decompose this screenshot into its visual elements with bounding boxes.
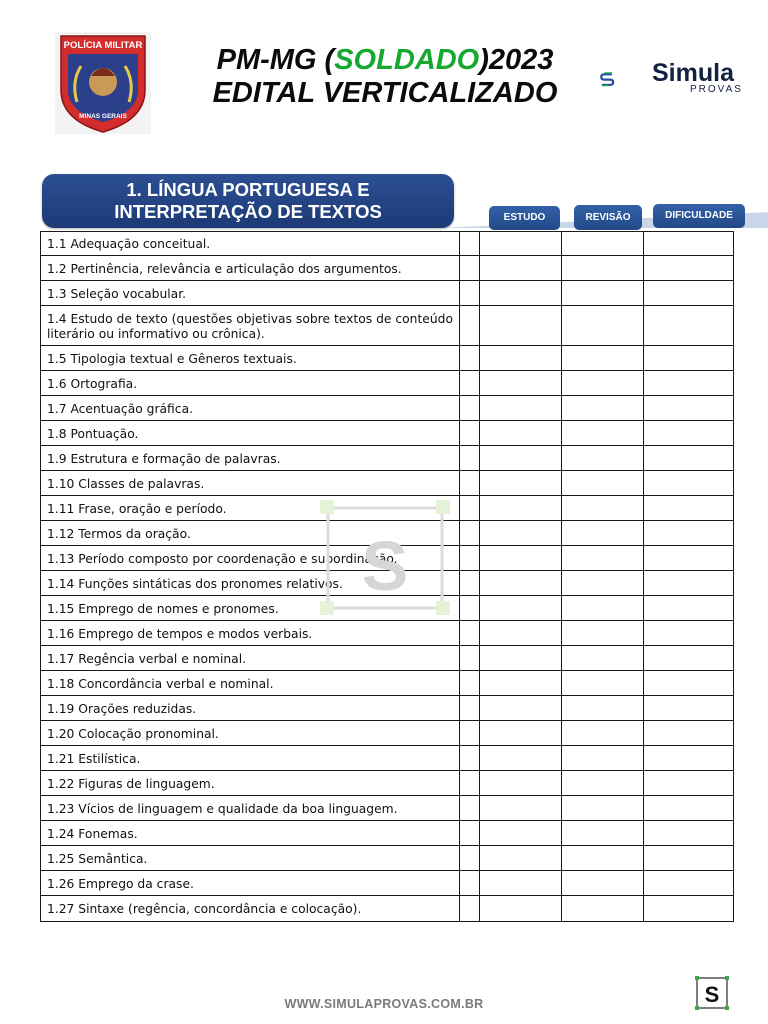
revisao-cell[interactable] — [562, 256, 644, 280]
topic-checkbox[interactable] — [460, 621, 480, 645]
revisao-cell[interactable] — [562, 371, 644, 395]
topic-text: 1.8 Pontuação. — [41, 421, 460, 445]
dificuldade-cell[interactable] — [644, 796, 733, 820]
column-header-dificuldade: DIFICULDADE — [653, 204, 745, 228]
estudo-cell[interactable] — [480, 546, 562, 570]
topic-checkbox[interactable] — [460, 346, 480, 370]
topic-checkbox[interactable] — [460, 371, 480, 395]
estudo-cell[interactable] — [480, 646, 562, 670]
svg-text:MINAS GERAIS: MINAS GERAIS — [79, 113, 127, 120]
revisao-cell[interactable] — [562, 306, 644, 345]
topic-checkbox[interactable] — [460, 256, 480, 280]
dificuldade-cell[interactable] — [644, 281, 733, 305]
estudo-cell[interactable] — [480, 796, 562, 820]
table-row — [41, 281, 733, 306]
estudo-cell[interactable] — [480, 256, 562, 280]
revisao-cell[interactable] — [562, 546, 644, 570]
column-header-revisao: REVISÃO — [574, 205, 642, 230]
title-highlight: SOLDADO — [334, 44, 480, 76]
dificuldade-cell[interactable] — [644, 621, 733, 645]
topic-checkbox[interactable] — [460, 771, 480, 795]
dificuldade-cell[interactable] — [644, 596, 733, 620]
dificuldade-cell[interactable] — [644, 696, 733, 720]
estudo-cell[interactable] — [480, 396, 562, 420]
estudo-cell[interactable] — [480, 446, 562, 470]
topic-text: 1.7 Acentuação gráfica. — [41, 396, 460, 420]
estudo-cell[interactable] — [480, 721, 562, 745]
topic-text: 1.5 Tipologia textual e Gêneros textuais. — [41, 346, 460, 370]
revisao-cell[interactable] — [562, 421, 644, 445]
estudo-cell[interactable] — [480, 281, 562, 305]
dificuldade-cell[interactable] — [644, 871, 733, 895]
table-row — [41, 796, 733, 821]
topic-text: 1.15 Emprego de nomes e pronomes. — [41, 596, 460, 620]
topic-checkbox[interactable] — [460, 521, 480, 545]
dificuldade-cell[interactable] — [644, 521, 733, 545]
dificuldade-cell[interactable] — [644, 396, 733, 420]
revisao-cell[interactable] — [562, 721, 644, 745]
topic-text: 1.10 Classes de palavras. — [41, 471, 460, 495]
revisao-cell[interactable] — [562, 571, 644, 595]
table-row — [41, 746, 733, 771]
table-row — [41, 621, 733, 646]
revisao-cell[interactable] — [562, 796, 644, 820]
topic-text: 1.12 Termos da oração. — [41, 521, 460, 545]
revisao-cell[interactable] — [562, 821, 644, 845]
table-row — [41, 721, 733, 746]
estudo-cell[interactable] — [480, 521, 562, 545]
logo-name: Simula — [652, 59, 734, 87]
topic-checkbox[interactable] — [460, 671, 480, 695]
topic-text: 1.6 Ortografia. — [41, 371, 460, 395]
dificuldade-cell[interactable] — [644, 496, 733, 520]
dificuldade-cell[interactable] — [644, 896, 733, 921]
dificuldade-cell[interactable] — [644, 256, 733, 280]
topic-text: 1.18 Concordância verbal e nominal. — [41, 671, 460, 695]
estudo-cell[interactable] — [480, 471, 562, 495]
topic-checkbox[interactable] — [460, 821, 480, 845]
topic-text: 1.13 Período composto por coordenação e subordinação. — [41, 546, 460, 570]
topic-text: 1.16 Emprego de tempos e modos verbais. — [41, 621, 460, 645]
estudo-cell[interactable] — [480, 746, 562, 770]
dificuldade-cell[interactable] — [644, 671, 733, 695]
topic-checkbox[interactable] — [460, 746, 480, 770]
estudo-cell[interactable] — [480, 696, 562, 720]
topic-checkbox[interactable] — [460, 306, 480, 345]
topic-text: 1.14 Funções sintáticas dos pronomes relativos. — [41, 571, 460, 595]
table-row — [41, 371, 733, 396]
logo-subtitle: PROVAS — [690, 84, 743, 95]
topic-text: 1.25 Semântica. — [41, 846, 460, 870]
topic-checkbox[interactable] — [460, 446, 480, 470]
dificuldade-cell[interactable] — [644, 721, 733, 745]
estudo-cell[interactable] — [480, 621, 562, 645]
topic-text: 1.21 Estilística. — [41, 746, 460, 770]
table-row — [41, 496, 733, 521]
dificuldade-cell[interactable] — [644, 371, 733, 395]
revisao-cell[interactable] — [562, 521, 644, 545]
topic-text: 1.27 Sintaxe (regência, concordância e colocação). — [41, 896, 460, 921]
section-title-line1: 1. LÍNGUA PORTUGUESA E — [126, 179, 370, 200]
revisao-cell[interactable] — [562, 396, 644, 420]
dificuldade-cell[interactable] — [644, 421, 733, 445]
topic-text: 1.2 Pertinência, relevância e articulação dos argumentos. — [41, 256, 460, 280]
estudo-cell[interactable] — [480, 846, 562, 870]
revisao-cell[interactable] — [562, 346, 644, 370]
dificuldade-cell[interactable] — [644, 746, 733, 770]
topic-checkbox[interactable] — [460, 696, 480, 720]
revisao-cell[interactable] — [562, 281, 644, 305]
topic-text: 1.17 Regência verbal e nominal. — [41, 646, 460, 670]
estudo-cell[interactable] — [480, 871, 562, 895]
topic-text: 1.3 Seleção vocabular. — [41, 281, 460, 305]
svg-text:S: S — [361, 527, 409, 605]
topic-checkbox[interactable] — [460, 896, 480, 921]
topic-text: 1.19 Orações reduzidas. — [41, 696, 460, 720]
estudo-cell[interactable] — [480, 596, 562, 620]
estudo-cell[interactable] — [480, 346, 562, 370]
estudo-cell[interactable] — [480, 571, 562, 595]
table-row — [41, 256, 733, 281]
table-row — [41, 396, 733, 421]
estudo-cell[interactable] — [480, 421, 562, 445]
revisao-cell[interactable] — [562, 671, 644, 695]
footer-url[interactable]: WWW.SIMULAPROVAS.COM.BR — [284, 997, 484, 1011]
dificuldade-cell[interactable] — [644, 446, 733, 470]
topic-checkbox[interactable] — [460, 571, 480, 595]
corner-logo-icon — [694, 975, 730, 1011]
topic-text: 1.26 Emprego da crase. — [41, 871, 460, 895]
table-row — [41, 421, 733, 446]
table-row — [41, 696, 733, 721]
topic-text: 1.1 Adequação conceitual. — [41, 232, 460, 255]
table-row — [41, 846, 733, 871]
revisao-cell[interactable] — [562, 746, 644, 770]
title-subtitle: EDITAL VERTICALIZADO — [212, 77, 558, 109]
topic-checkbox[interactable] — [460, 646, 480, 670]
table-row — [41, 571, 733, 596]
revisao-cell[interactable] — [562, 596, 644, 620]
page-title — [180, 44, 590, 110]
dificuldade-cell[interactable] — [644, 646, 733, 670]
topic-checkbox[interactable] — [460, 546, 480, 570]
estudo-cell[interactable] — [480, 771, 562, 795]
topic-checkbox[interactable] — [460, 871, 480, 895]
table-row — [41, 346, 733, 371]
estudo-cell[interactable] — [480, 306, 562, 345]
table-row — [41, 596, 733, 621]
estudo-cell[interactable] — [480, 821, 562, 845]
topic-checkbox[interactable] — [460, 796, 480, 820]
topic-checkbox[interactable] — [460, 281, 480, 305]
section-title-line2: INTERPRETAÇÃO DE TEXTOS — [114, 201, 382, 222]
revisao-cell[interactable] — [562, 896, 644, 921]
revisao-cell[interactable] — [562, 696, 644, 720]
revisao-cell[interactable] — [562, 496, 644, 520]
svg-text:POLÍCIA MILITAR: POLÍCIA MILITAR — [63, 40, 143, 51]
estudo-cell[interactable] — [480, 232, 562, 255]
topic-checkbox[interactable] — [460, 596, 480, 620]
table-row — [41, 821, 733, 846]
topic-checkbox[interactable] — [460, 496, 480, 520]
topics-table — [40, 231, 734, 922]
revisao-cell[interactable] — [562, 232, 644, 255]
topic-text: 1.11 Frase, oração e período. — [41, 496, 460, 520]
topic-checkbox[interactable] — [460, 232, 480, 255]
table-row — [41, 896, 733, 921]
dificuldade-cell[interactable] — [644, 846, 733, 870]
topic-checkbox[interactable] — [460, 396, 480, 420]
topic-text: 1.23 Vícios de linguagem e qualidade da boa linguagem. — [41, 796, 460, 820]
table-row — [41, 306, 733, 346]
column-header-estudo: ESTUDO — [489, 206, 560, 230]
table-row — [41, 671, 733, 696]
estudo-cell[interactable] — [480, 496, 562, 520]
estudo-cell[interactable] — [480, 371, 562, 395]
table-row — [41, 546, 733, 571]
dificuldade-cell[interactable] — [644, 771, 733, 795]
topic-checkbox[interactable] — [460, 721, 480, 745]
title-prefix: PM-MG ( — [216, 44, 335, 76]
svg-text:S: S — [704, 982, 720, 1007]
table-row — [41, 771, 733, 796]
revisao-cell[interactable] — [562, 646, 644, 670]
topic-text: 1.22 Figuras de linguagem. — [41, 771, 460, 795]
topic-text: 1.4 Estudo de texto (questões objetivas sobre textos de conteúdo literário ou informativo ou crônica). — [41, 306, 460, 345]
dificuldade-cell[interactable] — [644, 232, 733, 255]
police-badge-logo — [55, 32, 151, 134]
revisao-cell[interactable] — [562, 771, 644, 795]
topic-checkbox[interactable] — [460, 846, 480, 870]
revisao-cell[interactable] — [562, 871, 644, 895]
dificuldade-cell[interactable] — [644, 346, 733, 370]
dificuldade-cell[interactable] — [644, 546, 733, 570]
table-row — [41, 446, 733, 471]
topic-text: 1.24 Fonemas. — [41, 821, 460, 845]
dificuldade-cell[interactable] — [644, 571, 733, 595]
topic-checkbox[interactable] — [460, 421, 480, 445]
topic-text: 1.9 Estrutura e formação de palavras. — [41, 446, 460, 470]
revisao-cell[interactable] — [562, 846, 644, 870]
table-row — [41, 232, 733, 256]
revisao-cell[interactable] — [562, 621, 644, 645]
table-row — [41, 646, 733, 671]
dificuldade-cell[interactable] — [644, 821, 733, 845]
estudo-cell[interactable] — [480, 671, 562, 695]
title-suffix: )2023 — [479, 44, 554, 76]
section-banner — [42, 174, 454, 228]
table-row — [41, 471, 733, 496]
topic-checkbox[interactable] — [460, 471, 480, 495]
table-row — [41, 871, 733, 896]
revisao-cell[interactable] — [562, 446, 644, 470]
simula-logo-icon — [600, 56, 650, 102]
estudo-cell[interactable] — [480, 896, 562, 921]
dificuldade-cell[interactable] — [644, 306, 733, 345]
revisao-cell[interactable] — [562, 471, 644, 495]
topic-text: 1.20 Colocação pronominal. — [41, 721, 460, 745]
dificuldade-cell[interactable] — [644, 471, 733, 495]
table-row — [41, 521, 733, 546]
